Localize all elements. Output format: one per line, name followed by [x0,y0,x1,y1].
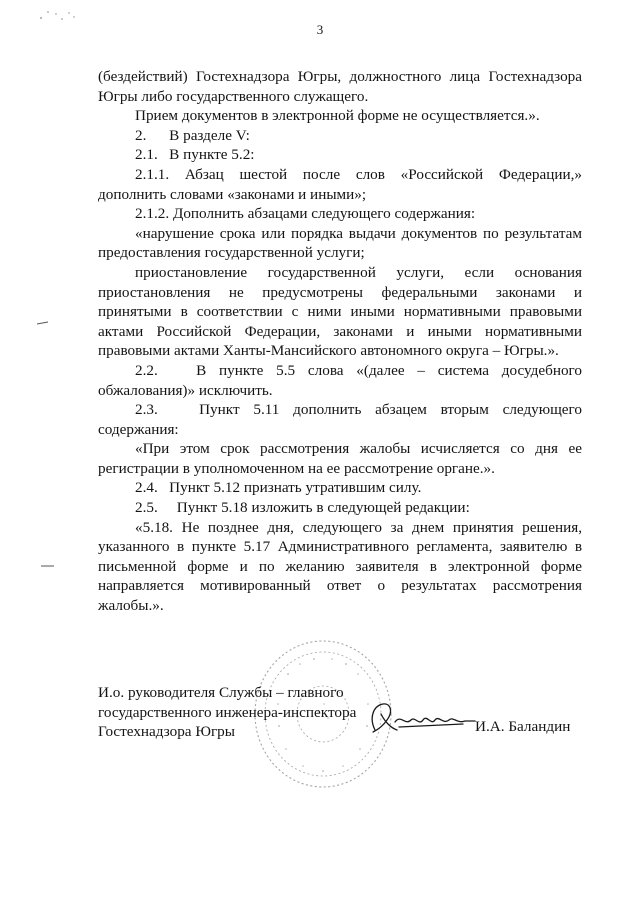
paragraph: «нарушение срока или порядка выдачи документов по результатам предоставления государственной услуги; [98,224,582,262]
paragraph: (бездействий) Гостехнадзора Югры, должностного лица Гостехнадзора Югры либо государственного служащего. [98,68,582,105]
signer-name: И.А. Баландин [475,718,571,735]
paragraph: Прием документов в электронной форме не осуществляется.». [135,107,540,125]
paragraph: «5.18. Не позднее дня, следующего за днем принятия решения, указанного в пункте 5.17 Административного регламента, заявителю в письменной форме и по желанию заявителя в электронной форме направляется мотивированный ответ о результатах рассмотрения жалобы.». [98,518,582,615]
handwritten-signature [365,700,480,738]
signer-title-line: государственного инженера-инспектора [98,703,357,721]
paragraph: «При этом срок рассмотрения жалобы исчисляется со дня ее регистрации в уполномоченном на ее рассмотрение органе.». [98,440,582,477]
paragraph: 2.4. Пункт 5.12 признать утратившим силу. [135,479,422,497]
paragraph: 2. В разделе V: [135,126,250,144]
margin-mark [40,563,56,569]
paragraph: приостановление государственной услуги, если основания приостановления не предусмотрены федеральными законами и принятыми в соответствии с ними иными нормативными правовыми актами Российской Федерации, законами и иными нормативными правовыми актами Ханты-Мансийского автономного округа – Югры.». [98,263,582,360]
paragraph: 2.1.2. Дополнить абзацами следующего содержания: [135,205,476,223]
paragraph: 2.1.1. Абзац шестой после слов «Российской Федерации,» дополнить словами «законами и иными»; [98,165,582,203]
paragraph: 2.5. Пункт 5.18 изложить в следующей редакции: [135,499,470,517]
scan-artifact [38,8,78,22]
document-body [98,67,582,616]
page-number: 3 [316,22,324,37]
margin-mark [36,320,50,326]
signer-title-line: Гостехнадзора Югры [98,723,235,741]
paragraph: 2.2. В пункте 5.5 слова «(далее – система досудебного обжалования)» исключить. [98,361,582,399]
signer-title-line: И.о. руководителя Службы – главного [98,684,344,701]
paragraph: 2.3. Пункт 5.11 дополнить абзацем вторым следующего содержания: [98,401,582,438]
paragraph: 2.1. В пункте 5.2: [135,146,255,164]
